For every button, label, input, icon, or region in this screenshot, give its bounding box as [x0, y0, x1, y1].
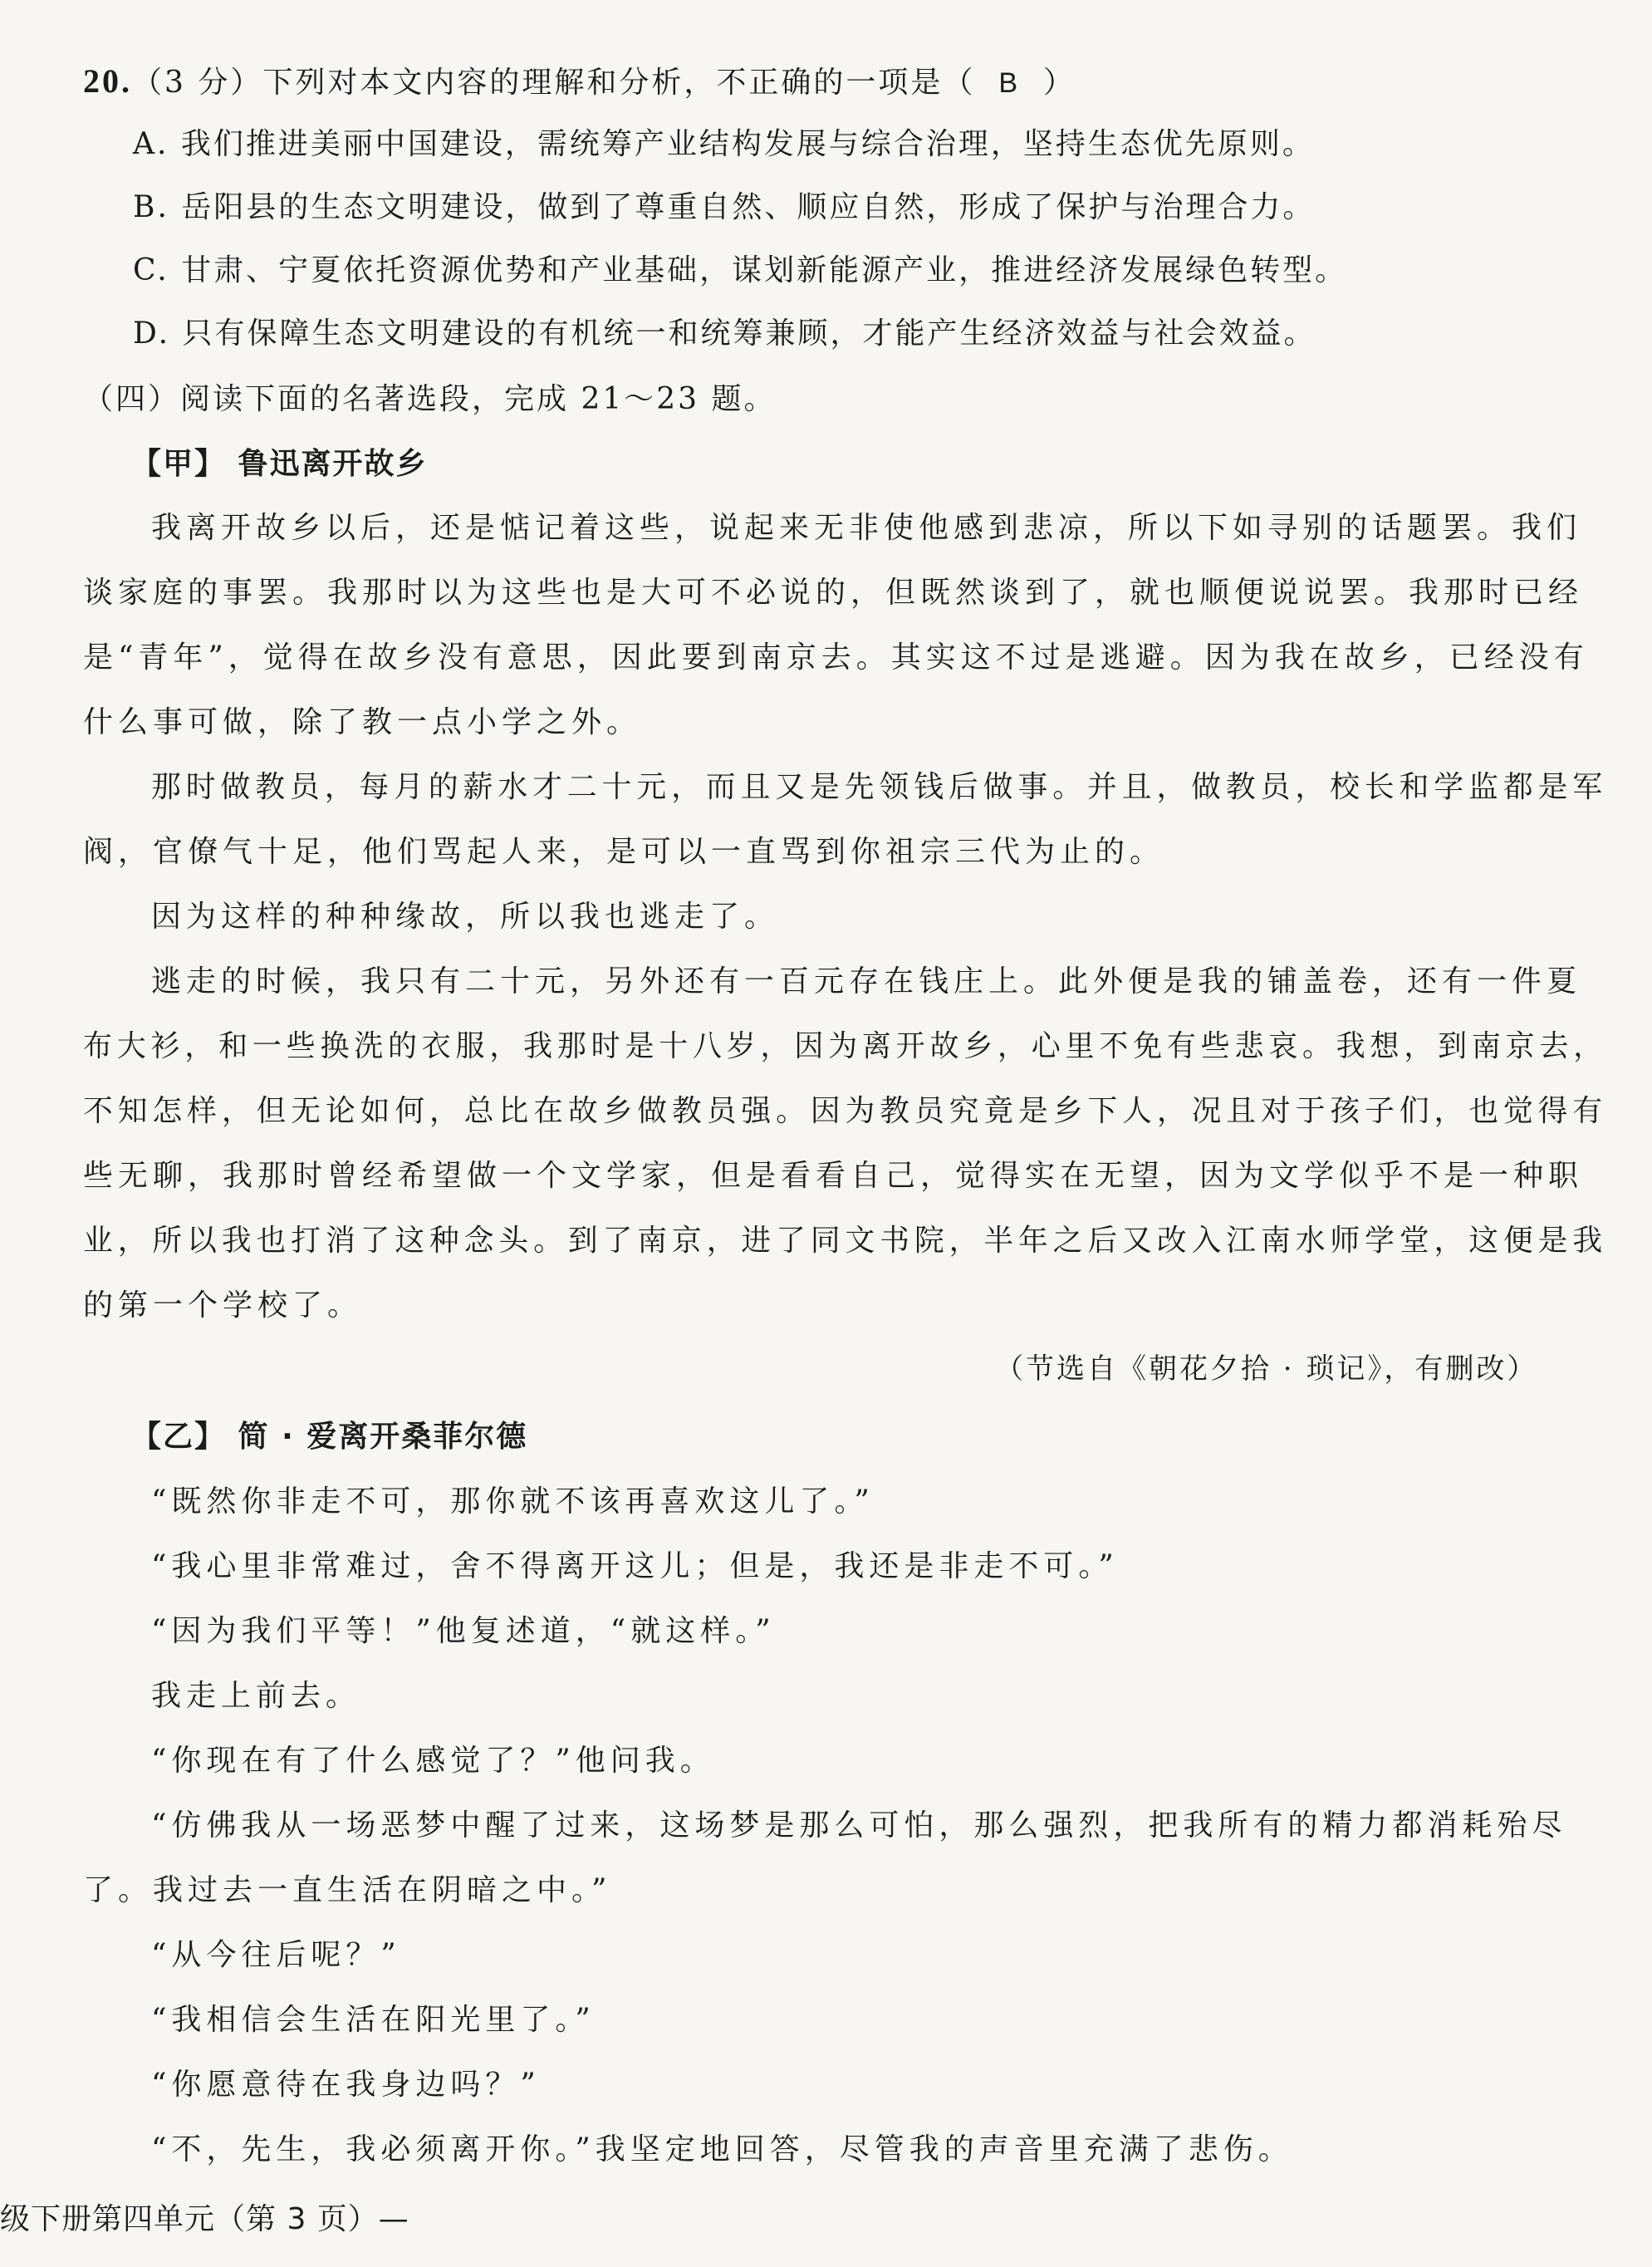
passage-a-line: 我离开故乡以后，还是惦记着这些，说起来无非使他感到悲凉，所以下如寻别的话题罢。我们	[151, 511, 1582, 545]
passage-b-line: “因为我们平等！”他复述道，“就这样。”	[151, 1614, 776, 1648]
option-b: B. 岳阳县的生态文明建设，做到了尊重自然、顺应自然，形成了保护与治理合力。	[133, 190, 1316, 224]
handwritten-answer: B	[998, 67, 1021, 99]
passage-b-line: “我相信会生活在阳光里了。”	[151, 2003, 596, 2037]
passage-b-line: “我心里非常难过，舍不得离开这儿；但是，我还是非走不可。”	[151, 1549, 1119, 1583]
passage-b-line: “从今往后呢？”	[151, 1938, 401, 1972]
section-intro: （四）阅读下面的名著选段，完成 21～23 题。	[83, 382, 777, 416]
passage-a-line: 谈家庭的事罢。我那时以为这些也是大可不必说的，但既然谈到了，就也顺便说说罢。我那时已经	[83, 576, 1584, 610]
passage-b-heading: 【乙】 简 · 爱离开桑菲尔德	[131, 1420, 528, 1454]
question-number: 20.	[83, 62, 132, 100]
passage-a-line: 因为这样的种种缘故，所以我也逃走了。	[151, 900, 780, 934]
passage-a-line: 些无聊，我那时曾经希望做一个文学家，但是看看自己，觉得实在无望，因为文学似乎不是一种职	[83, 1159, 1584, 1193]
passage-a-line: 业，所以我也打消了这种念头。到了南京，进了同文书院，半年之后又改入江南水师学堂，这便是我	[83, 1224, 1608, 1258]
passage-a-line: 的第一个学校了。	[83, 1288, 363, 1322]
passage-b-line: 我走上前去。	[151, 1679, 361, 1713]
passage-a-line: 阀，官僚气十足，他们骂起人来，是可以一直骂到你祖宗三代为止的。	[83, 835, 1165, 869]
passage-b-line: “你愿意待在我身边吗？”	[151, 2068, 541, 2102]
passage-a-line: 什么事可做，除了教一点小学之外。	[83, 705, 642, 739]
passage-b-line: 了。我过去一直生活在阴暗之中。”	[83, 1873, 612, 1907]
question-stem-after: ）	[1043, 66, 1076, 100]
passage-a-line: 是“青年”，觉得在故乡没有意思，因此要到南京去。其实这不过是逃避。因为我在故乡，已经没有	[83, 640, 1589, 675]
passage-b-line: “不，先生，我必须离开你。”我坚定地回答，尽管我的声音里充满了悲伤。	[151, 2132, 1293, 2166]
passage-a-heading: 【甲】 鲁迅离开故乡	[131, 447, 428, 481]
passage-b-line: “仿佛我从一场恶梦中醒了过来，这场梦是那么可怕，那么强烈，把我所有的精力都消耗殆尽	[151, 1808, 1567, 1843]
passage-a-line: 那时做教员，每月的薪水才二十元，而且又是先领钱后做事。并且，做教员，校长和学监都是军	[151, 770, 1608, 804]
option-c: C. 甘肃、宁夏依托资源优势和产业基础，谋划新能源产业，推进经济发展绿色转型。	[133, 253, 1348, 287]
page-footer: 级下册第四单元（第 3 页）—	[0, 2202, 409, 2236]
question-stem-before: （3 分）下列对本文内容的理解和分析，不正确的一项是（	[132, 66, 976, 100]
option-d: D. 只有保障生态文明建设的有机统一和统筹兼顾，才能产生经济效益与社会效益。	[133, 316, 1316, 351]
passage-a-line: 不知怎样，但无论如何，总比在故乡做教员强。因为教员究竟是乡下人，况且对于孩子们，也觉得有	[83, 1094, 1608, 1128]
question-20-stem	[83, 61, 1076, 103]
passage-a-source: （节选自《朝花夕拾 · 琐记》，有删改）	[995, 1352, 1538, 1386]
passage-b-line: “你现在有了什么感觉了？”他问我。	[151, 1744, 715, 1778]
option-a: A. 我们推进美丽中国建设，需统筹产业结构发展与综合治理，坚持生态优先原则。	[133, 127, 1315, 161]
passage-b-line: “既然你非走不可，那你就不该再喜欢这儿了。”	[151, 1484, 875, 1519]
passage-a-line: 布大衫，和一些换洗的衣服，我那时是十八岁，因为离开故乡，心里不免有些悲哀。我想，到南京去，	[83, 1029, 1608, 1063]
passage-a-line: 逃走的时候，我只有二十元，另外还有一百元存在钱庄上。此外便是我的铺盖卷，还有一件夏	[151, 964, 1582, 999]
